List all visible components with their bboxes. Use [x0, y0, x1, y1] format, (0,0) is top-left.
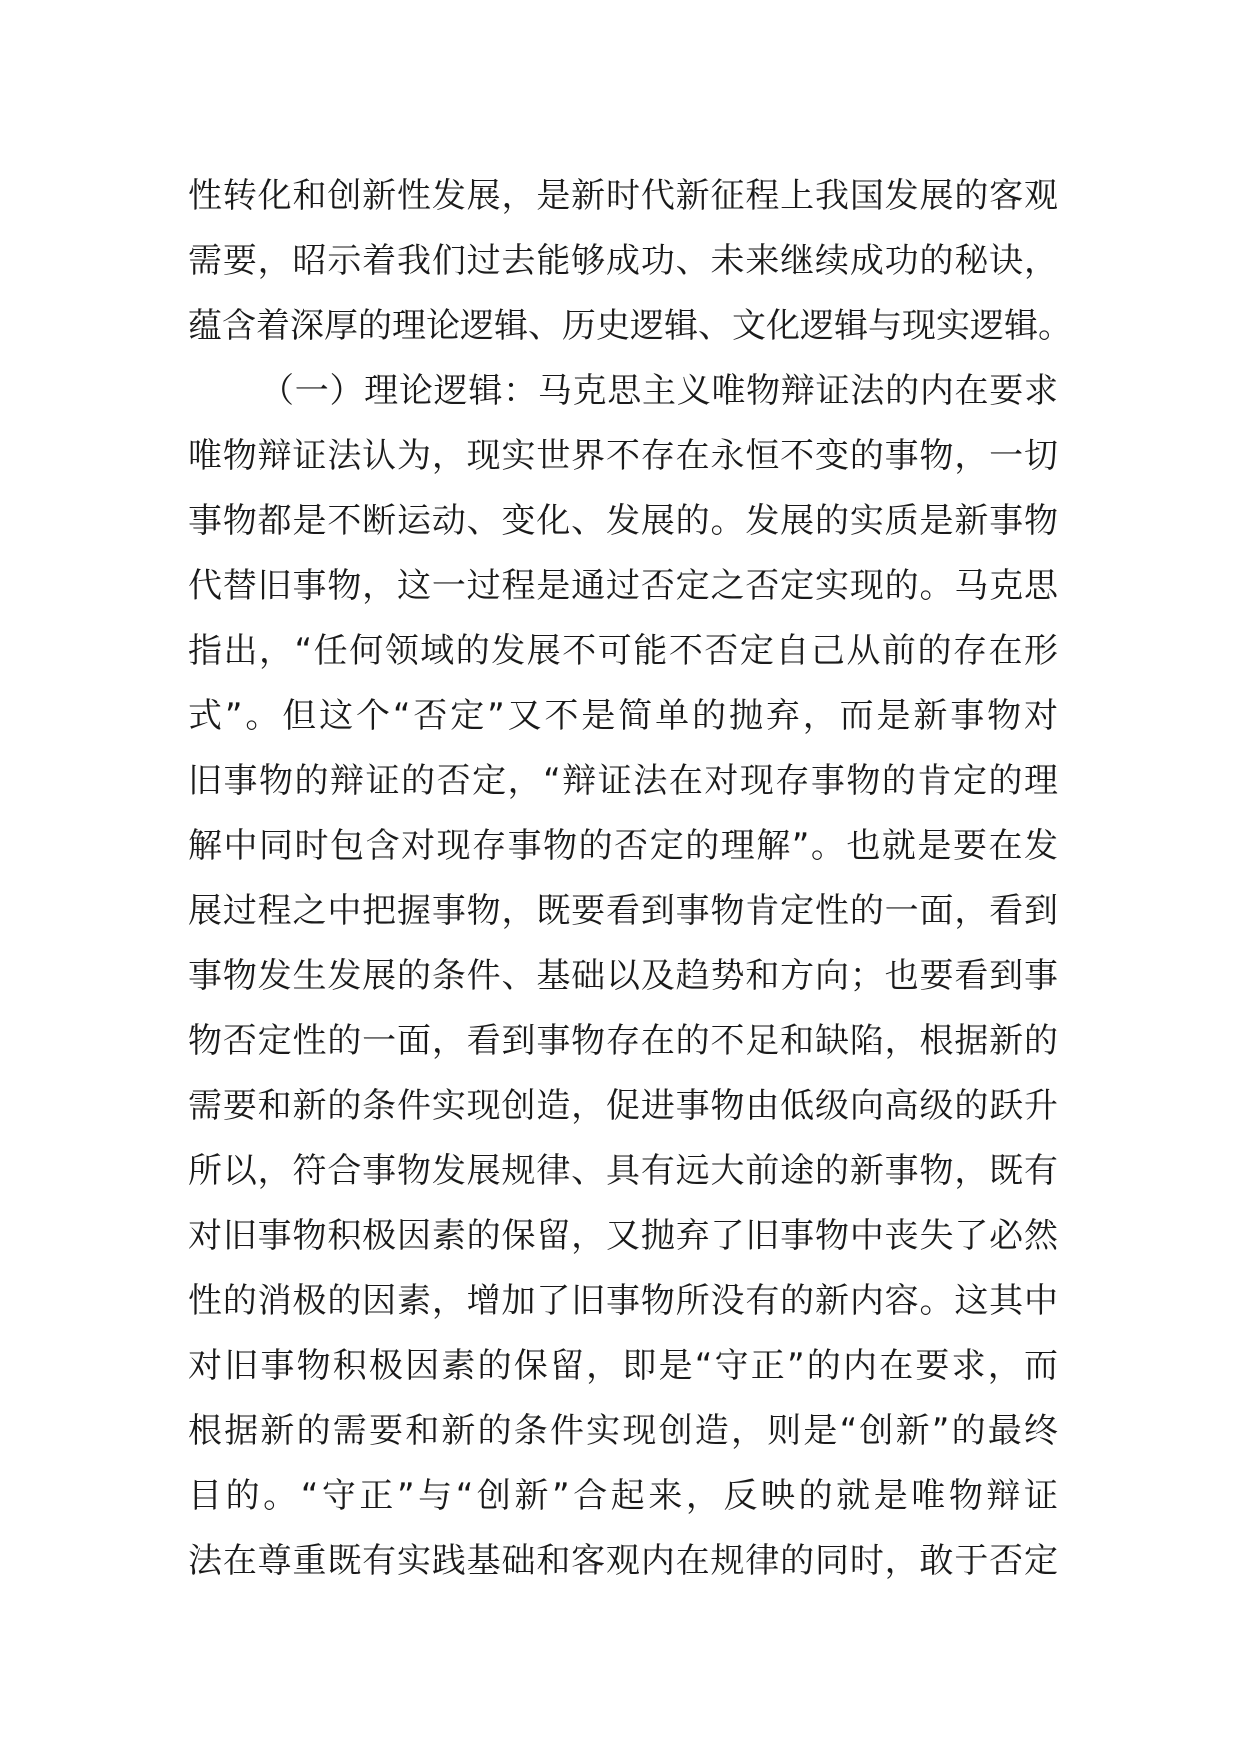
text-line: 事物都是不断运动、变化、发展的。发展的实质是新事物 — [188, 501, 1058, 541]
text-line: 需要，昭示着我们过去能够成功、未来继续成功的秘诀， — [188, 241, 1058, 281]
text-line: 对旧事物积极因素的保留，即是“守正”的内在要求，而 — [188, 1346, 1058, 1386]
text-line: 对旧事物积极因素的保留，又抛弃了旧事物中丧失了必然 — [188, 1216, 1058, 1256]
text-line: 解中同时包含对现存事物的否定的理解”。也就是要在发 — [188, 826, 1058, 866]
text-line: 需要和新的条件实现创造，促进事物由低级向高级的跃升 — [188, 1086, 1058, 1126]
text-line: 代替旧事物，这一过程是通过否定之否定实现的。马克思 — [188, 566, 1058, 606]
text-line: 所以，符合事物发展规律、具有远大前途的新事物，既有 — [188, 1151, 1058, 1191]
text-line: 目的。“守正”与“创新”合起来，反映的就是唯物辩证 — [188, 1476, 1058, 1516]
text-line: 唯物辩证法认为，现实世界不存在永恒不变的事物，一切 — [188, 436, 1058, 476]
text-line: 蕴含着深厚的理论逻辑、历史逻辑、文化逻辑与现实逻辑。 — [188, 306, 1072, 346]
text-line: 旧事物的辩证的否定，“辩证法在对现存事物的肯定的理 — [188, 761, 1058, 801]
section-heading: （一）理论逻辑：马克思主义唯物辩证法的内在要求 — [260, 371, 1058, 411]
text-line: 性转化和创新性发展，是新时代新征程上我国发展的客观 — [188, 176, 1058, 216]
text-line: 指出，“任何领域的发展不可能不否定自己从前的存在形 — [188, 631, 1058, 671]
text-line: 性的消极的因素，增加了旧事物所没有的新内容。这其中 — [188, 1281, 1058, 1321]
text-line: 根据新的需要和新的条件实现创造，则是“创新”的最终 — [188, 1411, 1058, 1451]
text-line: 事物发生发展的条件、基础以及趋势和方向；也要看到事 — [188, 956, 1058, 996]
text-line: 法在尊重既有实践基础和客观内在规律的同时，敢于否定 — [188, 1541, 1058, 1581]
text-line: 展过程之中把握事物，既要看到事物肯定性的一面，看到 — [188, 891, 1058, 931]
text-line: 物否定性的一面，看到事物存在的不足和缺陷，根据新的 — [188, 1021, 1058, 1061]
text-line: 式”。但这个“否定”又不是简单的抛弃，而是新事物对 — [188, 696, 1058, 736]
body-text — [188, 164, 1072, 1594]
